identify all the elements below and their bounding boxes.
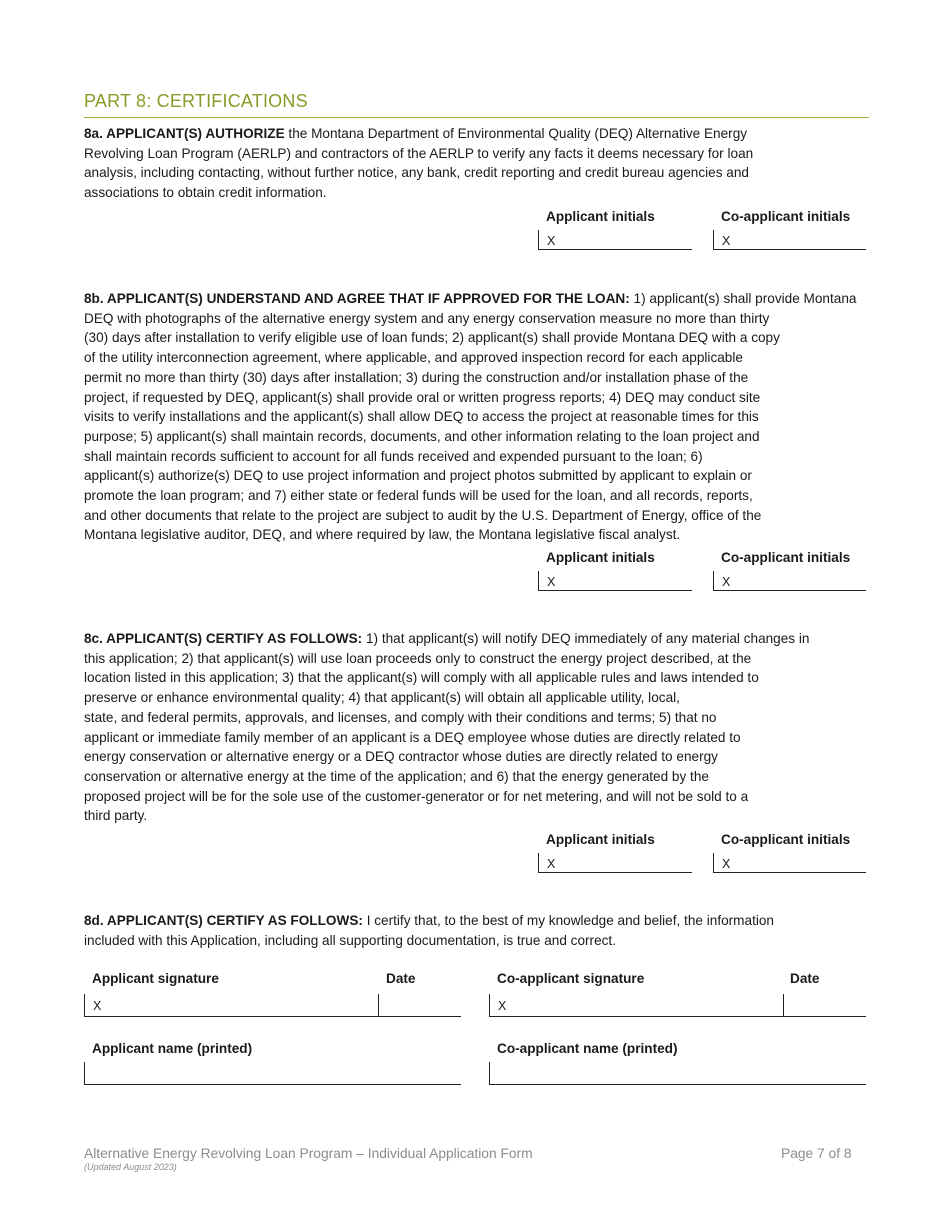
coapplicant-initials-field-8b[interactable]: X bbox=[713, 571, 866, 591]
coapplicant-initials-label-8c: Co-applicant initials bbox=[721, 832, 851, 847]
coapplicant-initials-label-8a: Co-applicant initials bbox=[721, 209, 851, 224]
applicant-initials-label-8a: Applicant initials bbox=[546, 209, 655, 224]
applicant-initials-field-8c[interactable]: X bbox=[538, 853, 692, 873]
applicant-signature-field[interactable]: X bbox=[84, 994, 378, 1017]
section-8d-heading: 8d. APPLICANT(S) CERTIFY AS FOLLOWS: bbox=[84, 913, 363, 928]
applicant-initials-field-8b[interactable]: X bbox=[538, 571, 692, 591]
page-number: Page 7 of 8 bbox=[781, 1146, 852, 1161]
section-8c-text: 8c. APPLICANT(S) CERTIFY AS FOLLOWS: 1) that applicant(s) will notify DEQ immediately of any material changes in this application; 2) that applicant(s) will use loan proceeds only to construct the energy project described, at the location listed in this application; 3) that the applicant(s) will comply with all applicable rules and laws intended to preserve or enhance environmental quality; 4) that applicant(s) will obtain all applicable utility, local, state, and federal permits, approvals, and licenses, and comply with their conditions and terms; 5) that no applicant or immediate family member of an applicant is a DEQ employee whose duties are directly related to energy conservation or alternative energy or a DEQ contractor whose duties are directly related to energy conservation or alternative energy at the time of the application; and 6) that the energy generated by the proposed project will be for the sole use of the customer-generator or for net metering, and will not be sold to a third party. bbox=[84, 631, 810, 824]
coapplicant-signature-field[interactable]: X bbox=[489, 994, 783, 1017]
coapplicant-initials-field-8a[interactable]: X bbox=[713, 230, 866, 250]
section-8b-text: 8b. APPLICANT(S) UNDERSTAND AND AGREE THAT IF APPROVED FOR THE LOAN: 1) applicant(s) shall provide Montana DEQ with photographs of the alternative energy system and any energy conservation measure no more than thirty (30) days after installation to verify eligible use of loan funds; 2) applicant(s) shall provide Montana DEQ with a copy of the utility interconnection agreement, where applicable, and approved inspection record for each applicable permit no more than thirty (30) days after installation; 3) during the construction and/or installation phase of the project, if requested by DEQ, applicant(s) shall provide oral or written progress reports; 4) DEQ may conduct site visits to verify installations and the applicant(s) shall allow DEQ to access the project at reasonable times for this purpose; 5) applicant(s) shall maintain records, documents, and other information relating to the loan project and shall maintain records sufficient to account for all funds received and expended pursuant to the loan; 6) applicant(s) authorize(s) DEQ to use project information and project photos submitted by applicant to explain or promote the loan program; and 7) either state or federal funds will be used for the loan, and all records, reports, and other documents that relate to the project are subject to audit by the U.S. Department of Energy, office of the Montana legislative auditor, DEQ, and where required by law, the Montana legislative fiscal analyst. bbox=[84, 291, 857, 543]
applicant-name-label: Applicant name (printed) bbox=[92, 1041, 253, 1056]
applicant-initials-label-8c: Applicant initials bbox=[546, 832, 655, 847]
applicant-initials-label-8b: Applicant initials bbox=[546, 550, 655, 565]
coapplicant-name-label: Co-applicant name (printed) bbox=[497, 1041, 678, 1056]
section-8c-heading: 8c. APPLICANT(S) CERTIFY AS FOLLOWS: bbox=[84, 631, 363, 646]
section-8d-text: 8d. APPLICANT(S) CERTIFY AS FOLLOWS: I certify that, to the best of my knowledge and belief, the information included with this Application, including all supporting documentation, is true and correct. bbox=[84, 913, 774, 948]
section-8a-heading: 8a. APPLICANT(S) AUTHORIZE bbox=[84, 126, 285, 141]
section-8a-text: 8a. APPLICANT(S) AUTHORIZE the Montana Department of Environmental Quality (DEQ) Alternative Energy Revolving Loan Program (AERLP) and contractors of the AERLP to verify any facts it deems necessary for loan analysis, including contacting, without further notice, any bank, credit reporting and credit bureau agencies and associations to obtain credit information. bbox=[84, 126, 754, 201]
coapplicant-date-label: Date bbox=[790, 971, 820, 986]
footer-title: Alternative Energy Revolving Loan Program – Individual Application Form bbox=[84, 1146, 533, 1161]
part-divider bbox=[84, 117, 869, 118]
applicant-date-label: Date bbox=[386, 971, 416, 986]
applicant-name-field[interactable] bbox=[84, 1062, 461, 1085]
applicant-initials-field-8a[interactable]: X bbox=[538, 230, 692, 250]
part-title: PART 8: CERTIFICATIONS bbox=[84, 91, 308, 111]
section-8b-heading: 8b. APPLICANT(S) UNDERSTAND AND AGREE THAT IF APPROVED FOR THE LOAN: bbox=[84, 291, 630, 306]
footer-updated: (Updated August 2023) bbox=[84, 1162, 177, 1172]
coapplicant-signature-label: Co-applicant signature bbox=[497, 971, 645, 986]
coapplicant-name-field[interactable] bbox=[489, 1062, 866, 1085]
coapplicant-date-field[interactable] bbox=[783, 994, 866, 1017]
applicant-signature-label: Applicant signature bbox=[92, 971, 219, 986]
coapplicant-initials-field-8c[interactable]: X bbox=[713, 853, 866, 873]
applicant-date-field[interactable] bbox=[378, 994, 461, 1017]
coapplicant-initials-label-8b: Co-applicant initials bbox=[721, 550, 851, 565]
